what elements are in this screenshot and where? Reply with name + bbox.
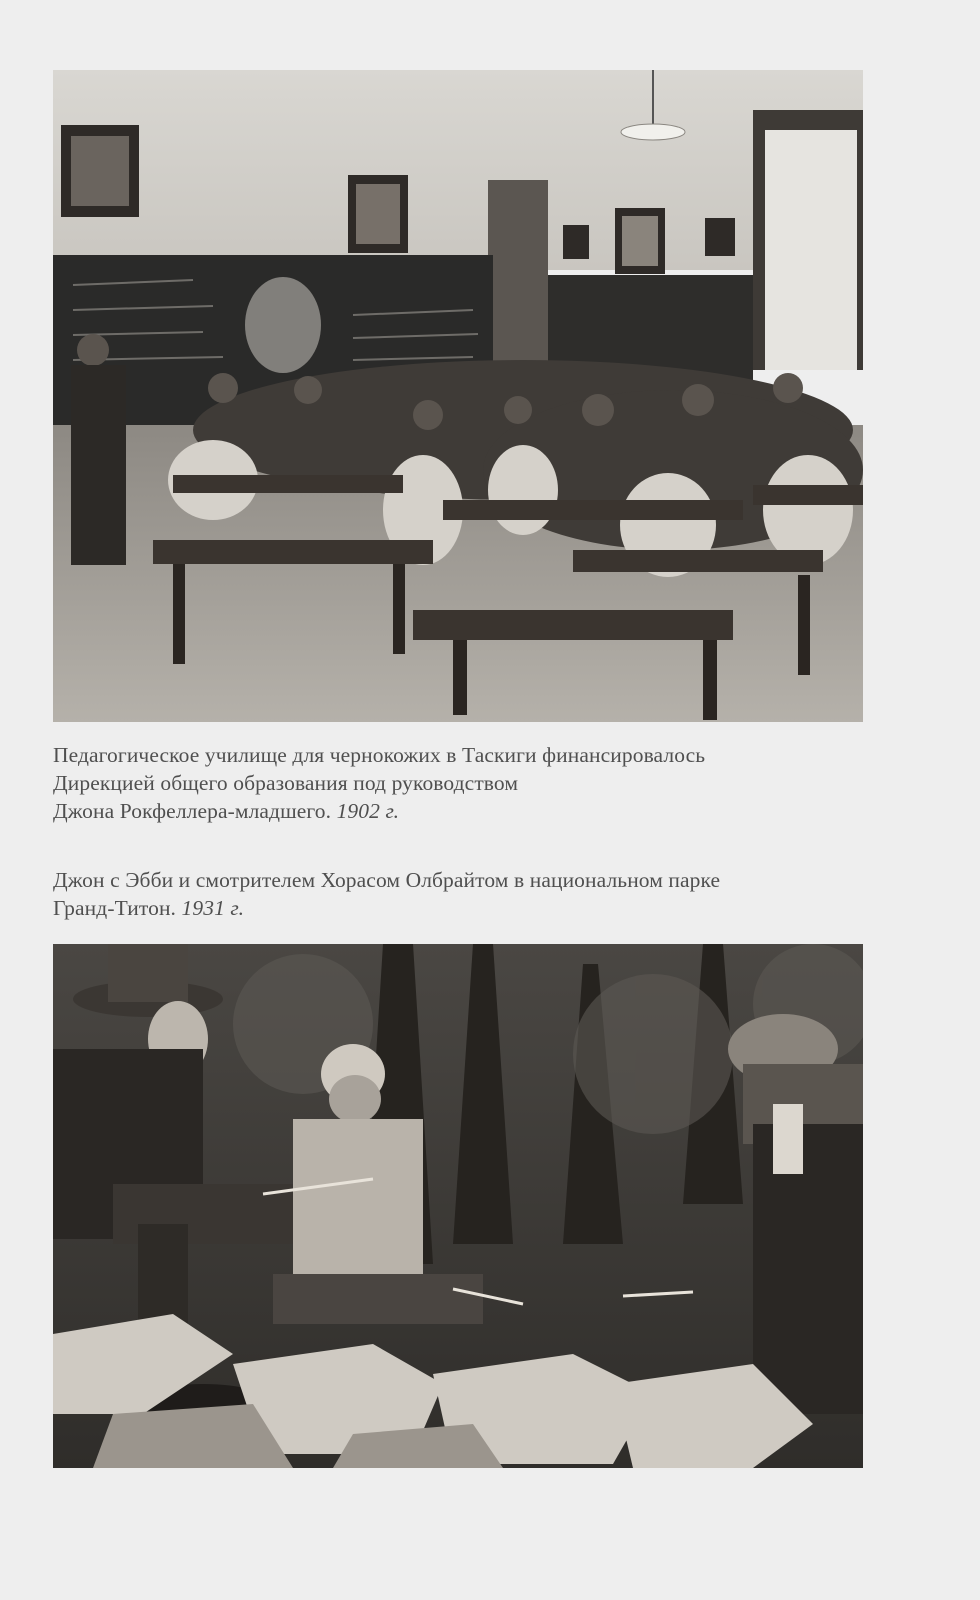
caption-2-text: Джон с Эбби и смотрителем Хорасом Олбрайтом в национальном парке Гранд-Титон. [53, 868, 721, 920]
caption-2-year: 1931 г. [181, 896, 245, 920]
caption-1-year: 1902 г. [336, 799, 400, 823]
caption-campfire [53, 866, 873, 922]
photo-campfire [53, 944, 863, 1468]
caption-classroom [53, 741, 873, 825]
photo-classroom [53, 70, 863, 722]
caption-1-text: Педагогическое училище для чернокожих в Таскиги финансировалось Дирекцией общего образования под руководством Джона Рокфеллера-младшего. [53, 743, 706, 823]
